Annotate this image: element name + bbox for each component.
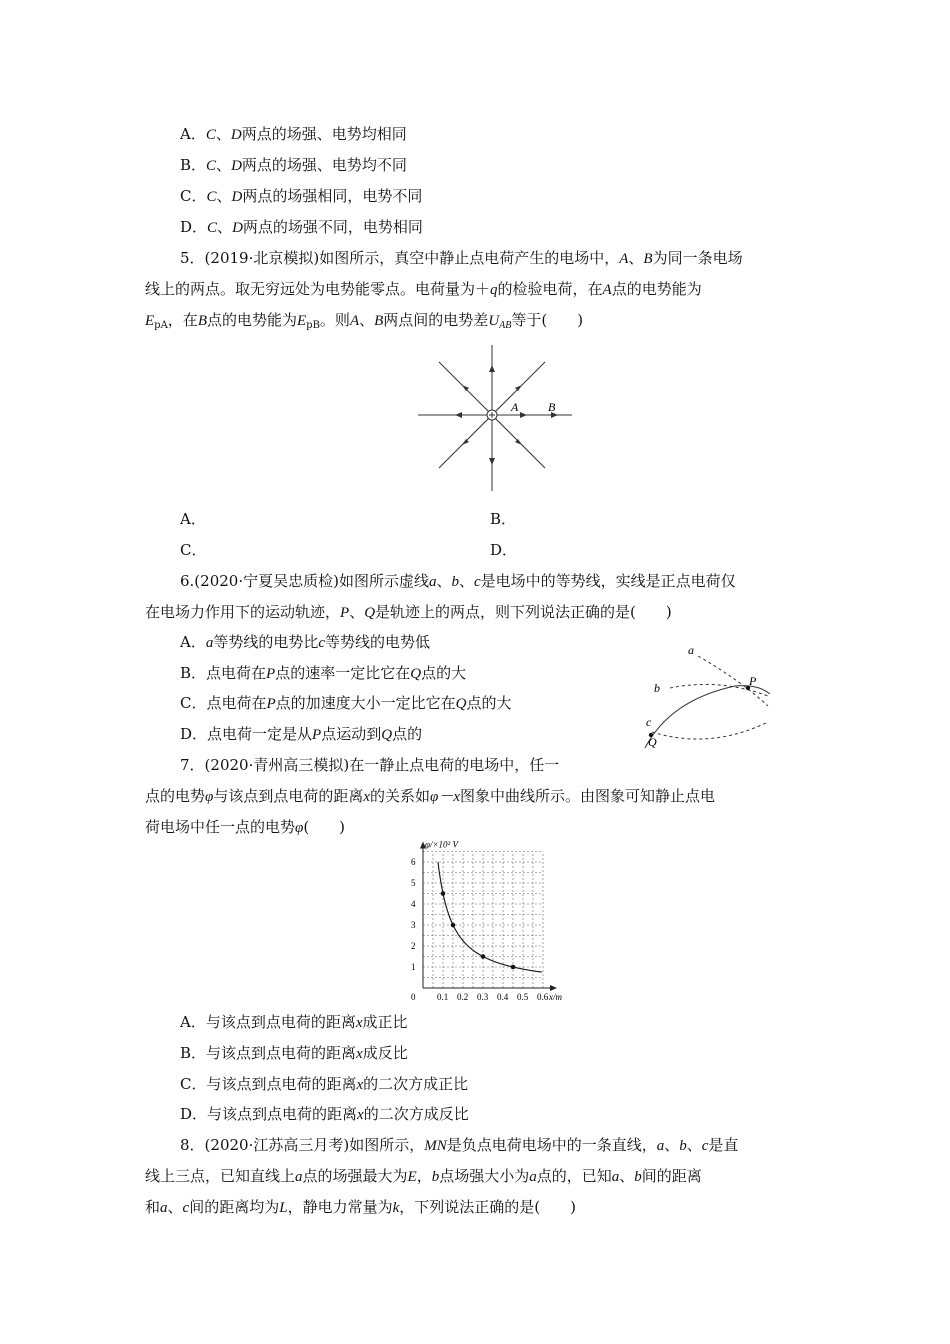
q7-potential-chart <box>395 839 585 1004</box>
q7-stem-line2: 点的电势φ与该点到点电荷的距离x的关系如φ－x图象中曲线所示。由图象可知静止点电 <box>145 787 716 805</box>
q8-stem-line2: 线上三点，已知直线上a点的场强最大为E，b点场强大小为a点的，已知a、b间的距离 <box>145 1167 702 1185</box>
q4-option-a[interactable]: A．C、D两点的场强、电势均相同 <box>180 125 407 143</box>
q4-option-d[interactable]: D．C、D两点的场强不同，电势相同 <box>180 218 423 236</box>
q6-option-c[interactable]: C．点电荷在P点的加速度大小一定比它在Q点的大 <box>180 694 512 712</box>
q5-field-lines-figure <box>410 343 580 493</box>
q6-stem-line1: 6.(2020·宁夏吴忠质检)如图所示虚线a、b、c是电场中的等势线，实线是正点电荷仅 <box>180 572 736 590</box>
potential-curve <box>438 862 542 972</box>
q4-option-b[interactable]: B．C、D两点的场强、电势均不同 <box>180 156 407 174</box>
q8-stem-line1: 8．(2020·江苏高三月考)如图所示，MN是负点电荷电场中的一条直线，a、b、c是直 <box>180 1136 739 1154</box>
q6-fig-label-a: a <box>688 643 694 657</box>
q7-option-c[interactable]: C．与该点到点电荷的距离x的二次方成正比 <box>180 1075 469 1093</box>
q5-fig-label-a: A <box>511 400 519 414</box>
q6-fig-label-p: P <box>749 674 757 688</box>
q4-option-c[interactable]: C．C、D两点的场强相同，电势不同 <box>180 187 423 205</box>
x-tick-label: 0.1 <box>437 992 449 1002</box>
q5-option-d[interactable]: D． <box>490 541 518 559</box>
q7-option-a[interactable]: A．与该点到点电荷的距离x成正比 <box>180 1013 408 1031</box>
q6-option-a[interactable]: A．a等势线的电势比c等势线的电势低 <box>180 633 431 651</box>
q5-option-c[interactable]: C． <box>180 541 207 559</box>
q5-fig-label-b: B <box>548 400 556 414</box>
data-point <box>511 965 516 970</box>
q6-fig-label-q: Q <box>648 735 657 749</box>
x-tick-label: 0.3 <box>477 992 489 1002</box>
y-axis-label: φ/×10² V <box>425 839 458 850</box>
q6-stem-line2: 在电场力作用下的运动轨迹，P、Q是轨迹上的两点，则下列说法正确的是( ) <box>145 603 672 621</box>
q6-option-d[interactable]: D．点电荷一定是从P点运动到Q点的 <box>180 725 423 743</box>
data-point <box>451 923 456 928</box>
x-tick-label: 0.2 <box>457 992 469 1002</box>
q5-stem-line1: 5．(2019·北京模拟)如图所示，真空中静止点电荷产生的电场中，A、B为同一条电场 <box>180 249 743 267</box>
data-point <box>481 954 486 959</box>
q6-option-b[interactable]: B．点电荷在P点的速率一定比它在Q点的大 <box>180 664 467 682</box>
y-tick-label: 3 <box>411 920 416 930</box>
x-tick-label: 0.5 <box>517 992 529 1002</box>
x-axis-arrow <box>550 985 557 991</box>
x-tick-label: 0 <box>411 992 416 1002</box>
q5-option-b[interactable]: B． <box>490 510 517 528</box>
q7-stem-line3: 荷电场中任一点的电势φ( ) <box>145 818 346 836</box>
q5-stem-line2: 线上的两点。取无穷远处为电势能零点。电荷量为＋q的检验电荷，在A点的电势能为 <box>145 280 702 298</box>
y-tick-label: 2 <box>411 941 416 951</box>
x-tick-label: 0.4 <box>497 992 509 1002</box>
y-tick-label: 1 <box>411 962 416 972</box>
q8-stem-line3: 和a、c间的距离均为L，静电力常量为k，下列说法正确的是( ) <box>145 1198 576 1216</box>
q7-option-d[interactable]: D．与该点到点电荷的距离x的二次方成反比 <box>180 1105 469 1123</box>
x-tick-label: 0.6 <box>537 992 549 1002</box>
q7-stem-line1: 7．(2020·青州高三模拟)在一静止点电荷的电场中，任一 <box>180 756 560 774</box>
var-c: C <box>205 127 216 143</box>
data-point <box>441 891 446 896</box>
y-tick-label: 4 <box>411 899 416 909</box>
q6-fig-label-b: b <box>654 681 660 695</box>
q7-option-b[interactable]: B．与该点到点电荷的距离x成反比 <box>180 1044 408 1062</box>
x-axis-label: x/m <box>549 992 562 1002</box>
q5-option-a[interactable]: A． <box>180 510 206 528</box>
y-tick-label: 6 <box>411 857 416 867</box>
q6-fig-label-c: c <box>646 715 652 729</box>
q6-trajectory-figure <box>640 640 780 752</box>
y-tick-label: 5 <box>411 878 416 888</box>
q5-stem-line3: $E_{pA}$，在B点的电势能为$E_{pB}$。则A、B两点间的电势差$U_{AB}$等于( ) <box>145 311 584 331</box>
